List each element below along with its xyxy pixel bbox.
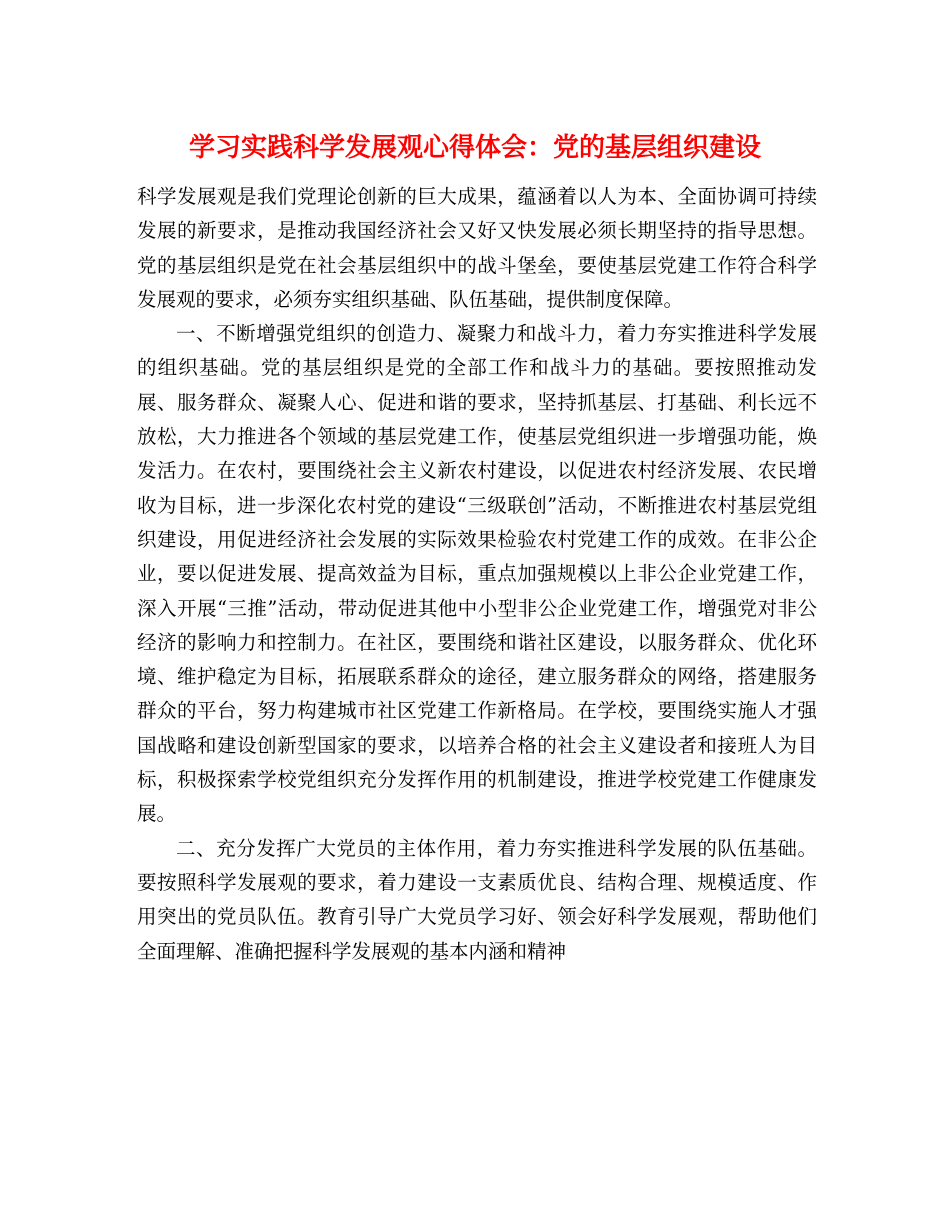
paragraph-section-1: 一、不断增强党组织的创造力、凝聚力和战斗力，着力夯实推进科学发展的组织基础。党的基层组织是党的全部工作和战斗力的基础。要按照推动发展、服务群众、凝聚人心、促进和谐的要求，坚持抓基层、打基础、利长远不放松，大力推进各个领域的基层党建工作，使基层党组织进一步增强功能，焕发活力。在农村，要围绕社会主义新农村建设，以促进农村经济发展、农民增收为目标，进一步深化农村党的建设“三级联创”活动，不断推进农村基层党组织建设，用促进经济社会发展的实际效果检验农村党建工作的成效。在非公企业，要以促进发展、提高效益为目标，重点加强规模以上非公企业党建工作，深入开展“三推”活动，带动促进其他中小型非公企业党建工作，增强党对非公经济的影响力和控制力。在社区，要围绕和谐社区建设，以服务群众、优化环境、维护稳定为目标，拓展联系群众的途径，建立服务群众的网络，搭建服务群众的平台，努力构建城市社区党建工作新格局。在学校，要围绕实施人才强国战略和建设创新型国家的要求，以培养合格的社会主义建设者和接班人为目标，积极探索学校党组织充分发挥作用的机制建设，推进学校党建工作健康发展。 [137, 322, 817, 826]
paragraph-section-2: 二、充分发挥广大党员的主体作用，着力夯实推进科学发展的队伍基础。要按照科学发展观的要求，着力建设一支素质优良、结构合理、规模适度、作用突出的党员队伍。教育引导广大党员学习好、领会好科学发展观，帮助他们全面理解、准确把握科学发展观的基本内涵和精神 [137, 836, 817, 963]
document-title: 学习实践科学发展观心得体会：党的基层组织建设 [188, 133, 761, 163]
paragraph-intro: 科学发展观是我们党理论创新的巨大成果，蕴涵着以人为本、全面协调可持续发展的新要求，是推动我国经济社会又好又快发展必须长期坚持的指导思想。党的基层组织是党在社会基层组织中的战斗堡垒，要使基层党建工作符合科学发展观的要求，必须夯实组织基础、队伍基础，提供制度保障。 [137, 185, 817, 311]
document-body [137, 180, 817, 969]
